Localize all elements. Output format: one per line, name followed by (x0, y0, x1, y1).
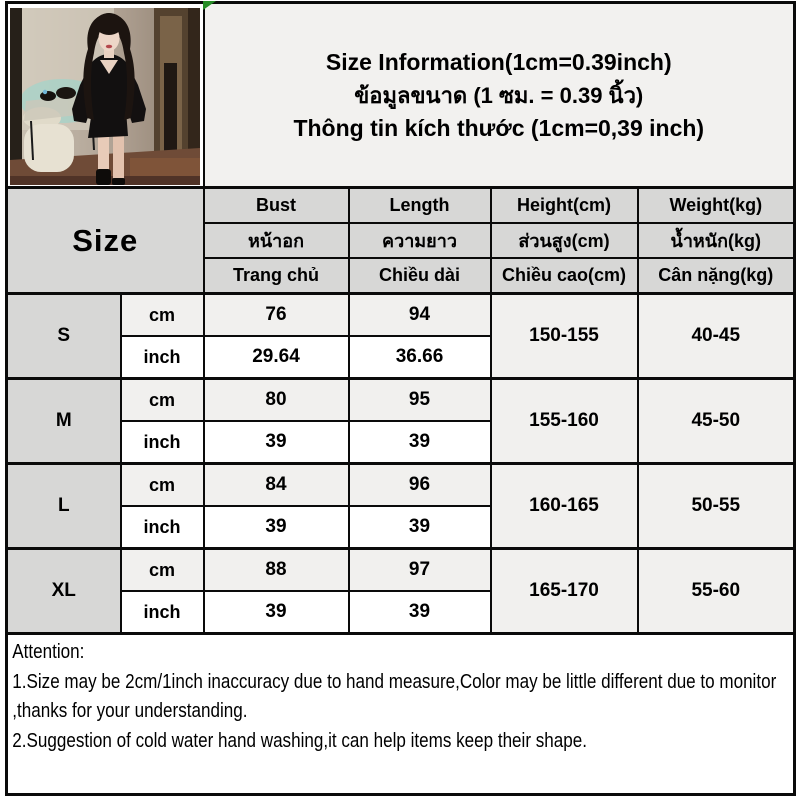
unit-cm: cm (121, 294, 204, 337)
size-l-height: 160-165 (491, 464, 638, 549)
lens-glint (43, 89, 47, 93)
unit-inch: inch (121, 336, 204, 379)
weight-header-vi: Cân nặng(kg) (638, 258, 795, 294)
unit-inch: inch (121, 506, 204, 549)
black-boot (112, 178, 125, 185)
length-header-vi: Chiều dài (349, 258, 491, 294)
size-column-header: Size (7, 188, 204, 294)
attention-row (7, 634, 795, 795)
attention-cell (7, 634, 795, 795)
height-header-en: Height(cm) (491, 188, 638, 224)
dark-pillar (10, 8, 22, 185)
attention-text (8, 635, 795, 756)
weight-header-en: Weight(kg) (638, 188, 795, 224)
size-m-height: 155-160 (491, 379, 638, 464)
size-xl-weight: 55-60 (638, 549, 795, 634)
attention-heading: Attention: (12, 641, 85, 663)
unit-cm: cm (121, 379, 204, 422)
attention-line-2: 2.Suggestion of cold water hand washing,it can help items keep their shape. (12, 729, 587, 752)
size-xl-bust-cm: 88 (204, 549, 349, 592)
bag-object (56, 87, 76, 99)
bust-header-th: หน้าอก (204, 223, 349, 258)
size-l-length-cm: 96 (349, 464, 491, 507)
header-row-en (7, 188, 795, 224)
row-s-cm (7, 294, 795, 337)
size-m-bust-inch: 39 (204, 421, 349, 464)
title-vietnamese: Thông tin kích thước (1cm=0,39 inch) (293, 114, 705, 141)
row-l-cm (7, 464, 795, 507)
photo-title-row (7, 3, 795, 188)
size-s-bust-inch: 29.64 (204, 336, 349, 379)
size-xl-label: XL (7, 549, 121, 634)
size-m-label: M (7, 379, 121, 464)
size-s-length-cm: 94 (349, 294, 491, 337)
size-l-bust-inch: 39 (204, 506, 349, 549)
size-m-length-inch: 39 (349, 421, 491, 464)
bust-header-en: Bust (204, 188, 349, 224)
title-thai: ข้อมูลขนาด (1 ซม. = 0.39 นิ้ว) (354, 82, 644, 108)
size-s-length-inch: 36.66 (349, 336, 491, 379)
green-corner-marker (203, 1, 216, 10)
size-info-title (205, 50, 794, 141)
unit-cm: cm (121, 464, 204, 507)
size-l-bust-cm: 84 (204, 464, 349, 507)
size-m-bust-cm: 80 (204, 379, 349, 422)
title-english: Size Information(1cm=0.39inch) (325, 48, 672, 75)
row-m-cm (7, 379, 795, 422)
camera-object (40, 91, 56, 101)
height-header-th: ส่วนสูง(cm) (491, 223, 638, 258)
height-header-vi: Chiều cao(cm) (491, 258, 638, 294)
size-xl-bust-inch: 39 (204, 591, 349, 634)
size-s-label: S (7, 294, 121, 379)
unit-cm: cm (121, 549, 204, 592)
size-m-weight: 45-50 (638, 379, 795, 464)
model-hair-top (95, 13, 123, 35)
weight-header-th: น้ำหนัก(kg) (638, 223, 795, 258)
size-s-height: 150-155 (491, 294, 638, 379)
unit-inch: inch (121, 591, 204, 634)
size-xl-height: 165-170 (491, 549, 638, 634)
size-l-weight: 50-55 (638, 464, 795, 549)
size-s-bust-cm: 76 (204, 294, 349, 337)
length-header-en: Length (349, 188, 491, 224)
black-boot (96, 169, 111, 185)
attention-line-1: 1.Size may be 2cm/1inch inaccuracy due to hand measure,Color may be little different due to monitor ,thanks for your understanding. (12, 670, 777, 722)
product-photo-cell (7, 3, 204, 188)
title-cell (204, 3, 795, 188)
size-s-weight: 40-45 (638, 294, 795, 379)
row-xl-cm (7, 549, 795, 592)
unit-inch: inch (121, 421, 204, 464)
model-lips (106, 44, 112, 47)
bust-header-vi: Trang chủ (204, 258, 349, 294)
product-photo (10, 8, 200, 185)
size-xl-length-inch: 39 (349, 591, 491, 634)
size-m-length-cm: 95 (349, 379, 491, 422)
size-l-label: L (7, 464, 121, 549)
size-l-length-inch: 39 (349, 506, 491, 549)
size-xl-length-cm: 97 (349, 549, 491, 592)
size-table (5, 1, 796, 796)
length-header-th: ความยาว (349, 223, 491, 258)
